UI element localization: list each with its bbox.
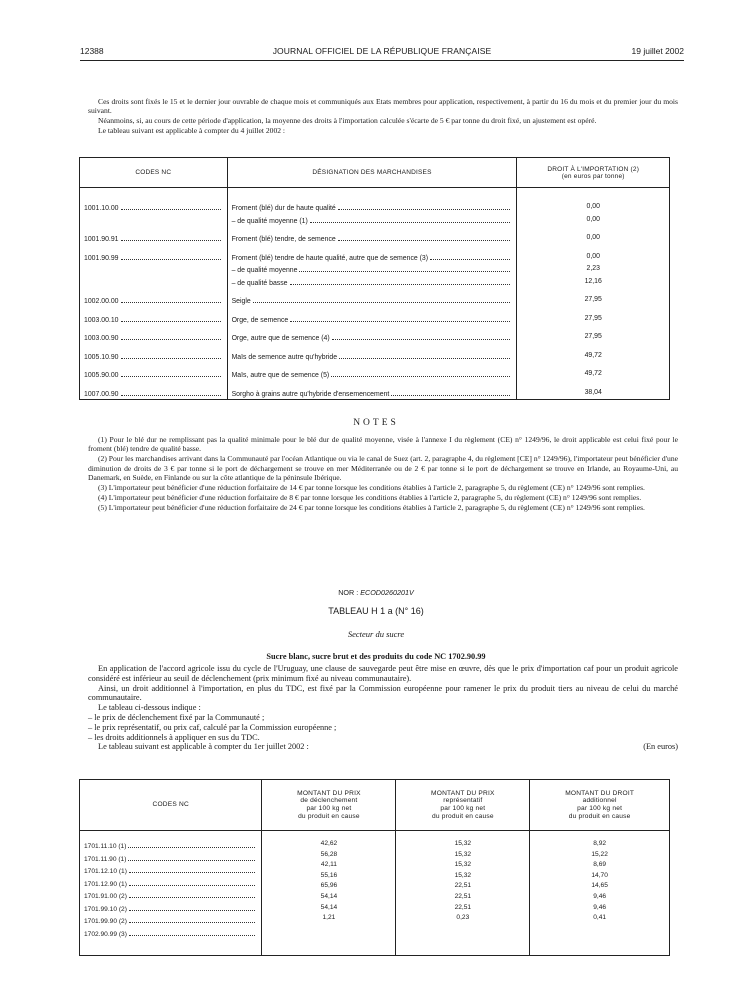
row-designation (228, 251, 517, 264)
row-code-text: 1007.00.90 (84, 390, 119, 398)
sugar-paragraph-2: Ainsi, un droit additionnel à l'importation, en plus du TDC, est fixé par la Commission européenne pour ramener le prix du produit tiers au niveau de celui du marché communautaire. (88, 683, 678, 703)
trigger-price-value: 1,21 (322, 914, 336, 922)
note-item: (2) Pour les marchandises arrivant dans la Communauté par l'océan Atlantique ou via le canal de Suez (art. 2, paragraphe 4, du règlement [CE] n° 1249/96), l'importateur peut bénéficier d'une diminution de droits de 3 € par tonne si le port de déchargement se trouve en mer Méditerranée ou de 2 € par tonne si le port de déchargement se trouve en Irlande, au Royaume-Uni, au Danemark, en Suède, en Finlande ou sur la côte atlantique de la péninsule Ibérique. (88, 454, 678, 483)
header-designation: DÉSIGNATION DES MARCHANDISES (227, 158, 517, 188)
sugar-row-code-text: 1701.99.90 (2) (84, 918, 127, 925)
unit-label: (En euros) (643, 742, 678, 752)
row-designation-text: Froment (blé) tendre de haute qualité, autre que de semence (3) (231, 254, 429, 262)
row-code-text: 1003.00.90 (84, 335, 119, 342)
header-codes-nc: CODES NC (80, 158, 228, 188)
row-code-empty (80, 276, 227, 289)
additional-duty-column (530, 831, 670, 956)
row-designation (228, 276, 517, 289)
row-duty-value: 27,95 (584, 314, 602, 322)
sugar-paragraph-1: En application de l'accord agricole issu du cycle de l'Uruguay, une clause de sauvegarde peut être mise en œuvre, dès que le prix d'importation caf pour un produit agricole considéré est inférieur au seuil de déclenchement (prix minimum fixé au niveau communautaire). (88, 664, 678, 683)
header-line: MONTANT DU DROIT (565, 789, 635, 797)
sugar-row-code (80, 902, 261, 915)
sugar-row-code (80, 839, 261, 852)
subject-title: Sucre blanc, sucre brut et des produits du code NC 1702.90.99 (266, 652, 486, 661)
trigger-price-value: 42,11 (320, 861, 337, 869)
row-designation (228, 294, 517, 307)
trigger-price-value: 55,16 (320, 871, 338, 879)
row-designation-text: Froment (blé) dur de haute qualité (231, 205, 336, 212)
representative-price-value: 22,51 (454, 903, 472, 911)
row-code-text: 1005.10.90 (84, 353, 119, 361)
representative-price-value: 0,23 (456, 914, 470, 922)
row-duty-value: 49,72 (584, 370, 602, 377)
row-designation-text: Froment (blé) tendre, de semence (231, 236, 336, 243)
trigger-price-value: 42,62 (320, 840, 338, 847)
intro-paragraph-2: Néanmoins, si, au cours de cette période d'application, la moyenne des droits à l'importation calculée s'écarte de 5 € par tonne du droit fixé, un ajustement est opéré. (98, 115, 597, 125)
header-rule (80, 60, 684, 61)
note-item: (4) L'importateur peut bénéficier d'une réduction forfaitaire de 8 € par tonne lorsque les conditions établies à l'article 2, paragraphe 5, du règlement (CE) n° 1249/96 sont remplies. (98, 492, 642, 502)
row-designation-text: – de qualité moyenne (1) (231, 217, 308, 225)
applicability-line (88, 742, 678, 752)
additional-duty-value: 0,41 (593, 914, 607, 922)
representative-price-value: 15,32 (454, 840, 472, 847)
row-code-text: 1001.10.00 (84, 205, 119, 212)
header-line: du produit en cause (298, 812, 360, 820)
row-code (80, 313, 227, 326)
header-line: par 100 kg net (306, 805, 352, 812)
row-duty-value: 2,23 (586, 265, 600, 272)
intro-paragraph-3: Le tableau suivant est applicable à compter du 4 juillet 2002 : (98, 126, 286, 136)
row-duty-value: 49,72 (584, 351, 602, 359)
sugar-prices-table (79, 779, 670, 956)
trigger-price-value: 65,96 (320, 882, 338, 890)
header-line: par 100 kg net (577, 805, 623, 812)
header-line: du produit en cause (568, 812, 631, 820)
row-duty-value: 0,00 (586, 234, 600, 241)
header-line: par 100 kg net (440, 805, 486, 812)
row-duty-value: 27,95 (584, 296, 602, 303)
row-code-text: 1001.90.91 (84, 236, 119, 243)
trigger-price-value: 54,14 (320, 892, 338, 900)
indicator-item: – les droits additionnels à appliquer en sus du TDC. (88, 732, 260, 742)
row-designation-text: Maïs, autre que de semence (5) (231, 372, 330, 379)
sugar-row-code (80, 852, 261, 865)
representative-price-value: 22,51 (454, 882, 472, 890)
row-code-text: 1005.90.00 (84, 372, 119, 379)
row-duty-value: 0,00 (586, 203, 600, 210)
representative-price-column (396, 831, 530, 956)
intro-text (88, 97, 678, 136)
row-duty-value: 27,95 (584, 333, 602, 340)
row-designation (228, 232, 517, 245)
row-code (80, 387, 227, 400)
import-duties-table (79, 157, 670, 400)
note-item: (3) L'importateur peut bénéficier d'une réduction forfaitaire de 14 € par tonne lorsque les conditions établies à l'article 2, paragraphe 5, du règlement (CE) n° 1249/96 sont remplies. (98, 483, 645, 493)
row-code-text: 1002.00.00 (84, 298, 119, 305)
row-duty-value: 38,04 (584, 388, 602, 396)
trigger-price-column (262, 831, 396, 956)
row-designation (228, 263, 517, 276)
row-designation (228, 331, 517, 344)
notes-title: NOTES (353, 418, 399, 428)
sugar-row-code (80, 889, 261, 902)
sugar-row-code-text: 1701.99.10 (2) (84, 905, 127, 913)
journal-title: JOURNAL OFFICIEL DE LA RÉPUBLIQUE FRANÇAISE (272, 46, 492, 56)
row-designation-text: Orge, de semence (231, 316, 289, 324)
representative-price-value: 22,51 (454, 892, 472, 900)
additional-duty-value: 14,70 (591, 871, 608, 879)
representative-price-value: 15,32 (454, 871, 472, 879)
additional-duty-value: 9,46 (593, 892, 607, 900)
row-code-text: 1001.90.99 (84, 254, 119, 262)
note-item: (5) L'importateur peut bénéficier d'une réduction forfaitaire de 24 € par tonne lorsque les conditions établies à l'article 2, paragraphe 5, du règlement (CE) n° 1249/96 sont remplies. (98, 502, 645, 512)
nor-code: ECOD0260201V (360, 588, 414, 597)
nor-label: NOR : (338, 588, 359, 597)
tableau-title: TABLEAU H 1 a (N° 16) (328, 606, 424, 616)
row-designation (228, 214, 517, 227)
row-designation (228, 387, 517, 400)
representative-price-value: 15,32 (454, 861, 472, 869)
indicator-list (88, 713, 678, 742)
row-code-text: 1003.00.10 (84, 316, 119, 324)
row-designation-text: Maïs de semence autre qu'hybride (231, 353, 338, 361)
sugar-paragraph-3: Le tableau ci-dessous indique : (98, 703, 201, 713)
row-designation-text: – de qualité basse (231, 279, 288, 287)
header-line: représentatif (443, 797, 483, 805)
header-line: de déclenchement (300, 797, 358, 805)
row-designation-text: – de qualité moyenne (231, 267, 298, 274)
issue-date: 19 juillet 2002 (631, 46, 684, 56)
header-import-duty-line1: DROIT À L'IMPORTATION (2) (547, 165, 640, 173)
additional-duty-value: 9,46 (593, 903, 607, 911)
sugar-paragraph-4: Le tableau suivant est applicable à compter du 1er juillet 2002 : (98, 742, 309, 752)
row-designation (228, 350, 517, 363)
sugar-row-code (80, 864, 261, 877)
row-code (80, 368, 227, 381)
row-code (80, 251, 227, 264)
notes-list (88, 435, 678, 513)
header-line: MONTANT DU PRIX (431, 789, 495, 797)
nor-reference (0, 588, 752, 597)
row-code (80, 350, 227, 363)
row-duty-value: 12,16 (584, 277, 602, 285)
header-line: du produit en cause (431, 812, 494, 820)
sugar-row-code-text: 1701.11.90 (1) (84, 855, 127, 863)
sugar-section-text (88, 664, 678, 752)
header-line: additionnel (582, 797, 617, 805)
sugar-row-code-text: 1702.90.99 (3) (84, 930, 127, 938)
sugar-row-code (80, 927, 261, 940)
trigger-price-value: 56,28 (320, 850, 338, 858)
additional-duty-value: 8,92 (593, 840, 607, 847)
row-code (80, 232, 227, 245)
additional-duty-value: 14,65 (591, 882, 608, 890)
row-duty-value: 0,00 (586, 252, 600, 260)
indicator-item: – le prix représentatif, ou prix caf, calculé par la Commission européenne ; (88, 722, 337, 732)
designation-column (227, 188, 517, 400)
sugar-row-code (80, 914, 261, 927)
row-designation (228, 368, 517, 381)
row-designation-text: Orge, autre que de semence (4) (231, 335, 330, 342)
header-trigger-price (262, 780, 396, 831)
header-additional-duty (530, 780, 670, 831)
page-header (80, 44, 684, 60)
row-code (80, 331, 227, 344)
row-code (80, 294, 227, 307)
sugar-row-code-text: 1701.91.00 (2) (84, 893, 127, 900)
sugar-row-code (80, 877, 261, 890)
row-designation (228, 313, 517, 326)
row-code-empty (80, 263, 227, 276)
intro-paragraph-1: Ces droits sont fixés le 15 et le dernier jour ouvrable de chaque mois et communiqués aux Etats membres pour application, respectivement, à partir du 16 du mois et du premier jour du mois suivant. (88, 97, 678, 116)
header-line: MONTANT DU PRIX (297, 789, 361, 797)
indicator-item: – le prix de déclenchement fixé par la Communauté ; (88, 712, 265, 722)
codes-column-2 (80, 831, 262, 956)
header-import-duty (517, 158, 670, 188)
duty-column (517, 188, 670, 400)
sector-title: Secteur du sucre (347, 629, 405, 639)
additional-duty-value: 8,69 (593, 861, 607, 869)
sugar-row-code-text: 1701.11.10 (1) (84, 843, 127, 850)
trigger-price-value: 54,14 (320, 903, 338, 911)
page-number: 12388 (80, 46, 104, 56)
header-import-duty-line2: (en euros par tonne) (561, 172, 625, 180)
representative-price-value: 15,32 (454, 850, 472, 858)
additional-duty-value: 15,22 (591, 850, 608, 858)
header-representative-price (396, 780, 530, 831)
codes-column (80, 188, 228, 400)
row-designation (228, 201, 517, 214)
row-duty-value: 0,00 (586, 215, 600, 223)
row-code (80, 201, 227, 214)
note-item: (1) Pour le blé dur ne remplissant pas la qualité minimale pour le blé dur de qualité moyenne, visée à l'annexe I du règlement (CE) n° 1249/96, le droit applicable est celui fixé pour le froment (blé) tendre de qualité basse. (88, 435, 678, 454)
row-designation-text: Sorgho à grains autre qu'hybride d'ensemencement (231, 390, 390, 398)
sugar-row-code-text: 1701.12.10 (1) (84, 868, 127, 875)
row-code-empty (80, 214, 227, 227)
header-codes-nc-2: CODES NC (80, 780, 262, 831)
row-designation-text: Seigle (231, 298, 251, 305)
sugar-row-code-text: 1701.12.90 (1) (84, 880, 127, 888)
